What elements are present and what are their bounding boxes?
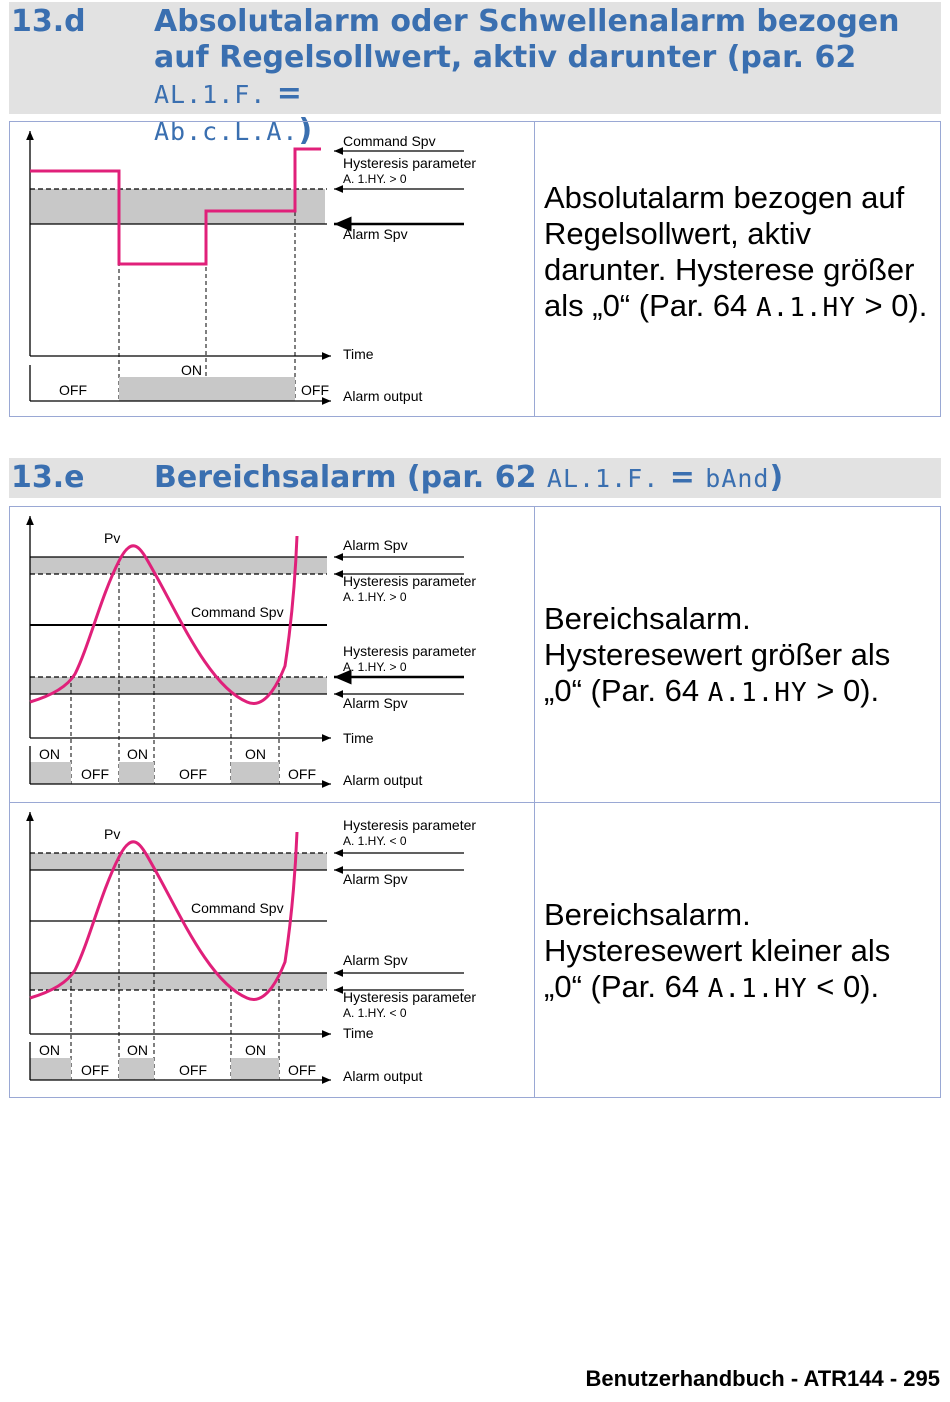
table-divider <box>534 122 535 416</box>
label-pv: Pv <box>104 826 121 842</box>
label-pv: Pv <box>104 530 121 546</box>
label-command-spv: Command Spv <box>191 604 284 620</box>
alarm-on-region <box>30 1058 71 1080</box>
label-off: OFF <box>301 382 329 398</box>
label-on: ON <box>39 746 60 762</box>
label-alarm-spv: Alarm Spv <box>343 695 408 711</box>
diagram-absolute-alarm <box>9 121 479 417</box>
label-off: OFF <box>59 382 87 398</box>
upper-hysteresis-band <box>30 557 327 574</box>
label-time: Time <box>343 1025 374 1041</box>
label-off: OFF <box>81 1062 109 1078</box>
section-e-header <box>9 458 941 498</box>
alarm-on-region <box>119 377 295 401</box>
label-hysteresis-condition: A. 1.HY. > 0 <box>343 660 407 674</box>
label-off: OFF <box>179 1062 207 1078</box>
label-off: OFF <box>288 1062 316 1078</box>
section-d-title-line1: Absolutalarm oder Schwellenalarm bezogen <box>154 4 900 39</box>
alarm-on-region <box>30 762 71 784</box>
section-e-number: 13.e <box>11 460 85 495</box>
param-a1hy: A.1.HY <box>707 678 808 708</box>
section-d-title-line2: auf Regelsollwert, aktiv darunter (par. 62 AL.1.F. = <box>154 40 857 111</box>
lower-hysteresis-band <box>30 677 327 694</box>
section-e-row2-description: Bereichsalarm. Hysteresewert kleiner als „0“ (Par. 64 A.1.HY < 0). <box>544 897 891 1004</box>
label-hysteresis-condition: A. 1.HY. > 0 <box>343 172 407 186</box>
label-hysteresis-parameter: Hysteresis parameter <box>343 817 477 833</box>
section-d-number: 13.d <box>11 4 86 39</box>
label-command-spv: Command Spv <box>343 133 436 149</box>
label-hysteresis-condition: A. 1.HY. > 0 <box>343 590 407 604</box>
section-d-description: Absolutalarm bezogen auf Regelsollwert, aktiv darunter. Hysterese größer als „0“ (Par. 64 A.1.HY > 0). <box>544 180 928 323</box>
label-alarm-spv: Alarm Spv <box>343 871 408 887</box>
label-alarm-output: Alarm output <box>343 772 423 788</box>
page-footer: Benutzerhandbuch - ATR144 - 295 <box>585 1366 940 1391</box>
label-on: ON <box>127 746 148 762</box>
lower-hysteresis-band <box>30 973 327 990</box>
alarm-on-region <box>231 762 279 784</box>
label-on: ON <box>181 362 202 378</box>
param-al1f: AL.1.F. <box>154 80 267 109</box>
label-hysteresis-parameter: Hysteresis parameter <box>343 989 477 1005</box>
label-hysteresis-condition: A. 1.HY. < 0 <box>343 834 407 848</box>
label-off: OFF <box>81 766 109 782</box>
label-alarm-output: Alarm output <box>343 1068 423 1084</box>
alarm-on-region <box>231 1058 279 1080</box>
label-alarm-spv: Alarm Spv <box>343 226 408 242</box>
label-off: OFF <box>179 766 207 782</box>
param-a1hy: A.1.HY <box>707 974 808 1004</box>
param-abcla: Ab.c.L.A. <box>154 117 299 146</box>
alarm-on-region <box>119 762 154 784</box>
label-on: ON <box>245 746 266 762</box>
alarm-on-region <box>119 1058 154 1080</box>
label-hysteresis-parameter: Hysteresis parameter <box>343 573 477 589</box>
diagram-band-alarm-negative <box>9 802 479 1097</box>
label-on: ON <box>39 1042 60 1058</box>
section-d-title-line3: Ab.c.L.A.) <box>154 113 313 148</box>
param-al1f: AL.1.F. <box>546 464 660 493</box>
label-on: ON <box>245 1042 266 1058</box>
label-hysteresis-parameter: Hysteresis parameter <box>343 643 477 659</box>
label-time: Time <box>343 730 374 746</box>
label-alarm-spv: Alarm Spv <box>343 537 408 553</box>
label-time: Time <box>343 346 374 362</box>
label-command-spv: Command Spv <box>191 900 284 916</box>
diagram-band-alarm-positive <box>9 506 479 801</box>
section-e-row1-description: Bereichsalarm. Hysteresewert größer als „0“ (Par. 64 A.1.HY > 0). <box>544 601 891 708</box>
label-alarm-spv: Alarm Spv <box>343 952 408 968</box>
label-alarm-output: Alarm output <box>343 388 423 404</box>
upper-hysteresis-band <box>30 853 327 870</box>
section-e-title: Bereichsalarm (par. 62 AL.1.F. = bAnd) <box>154 460 784 495</box>
param-band: bAnd <box>705 464 770 493</box>
hysteresis-band <box>30 189 325 224</box>
param-a1hy: A.1.HY <box>755 293 856 323</box>
label-off: OFF <box>288 766 316 782</box>
label-hysteresis-condition: A. 1.HY. < 0 <box>343 1006 407 1020</box>
label-hysteresis-parameter: Hysteresis parameter <box>343 155 477 171</box>
label-on: ON <box>127 1042 148 1058</box>
